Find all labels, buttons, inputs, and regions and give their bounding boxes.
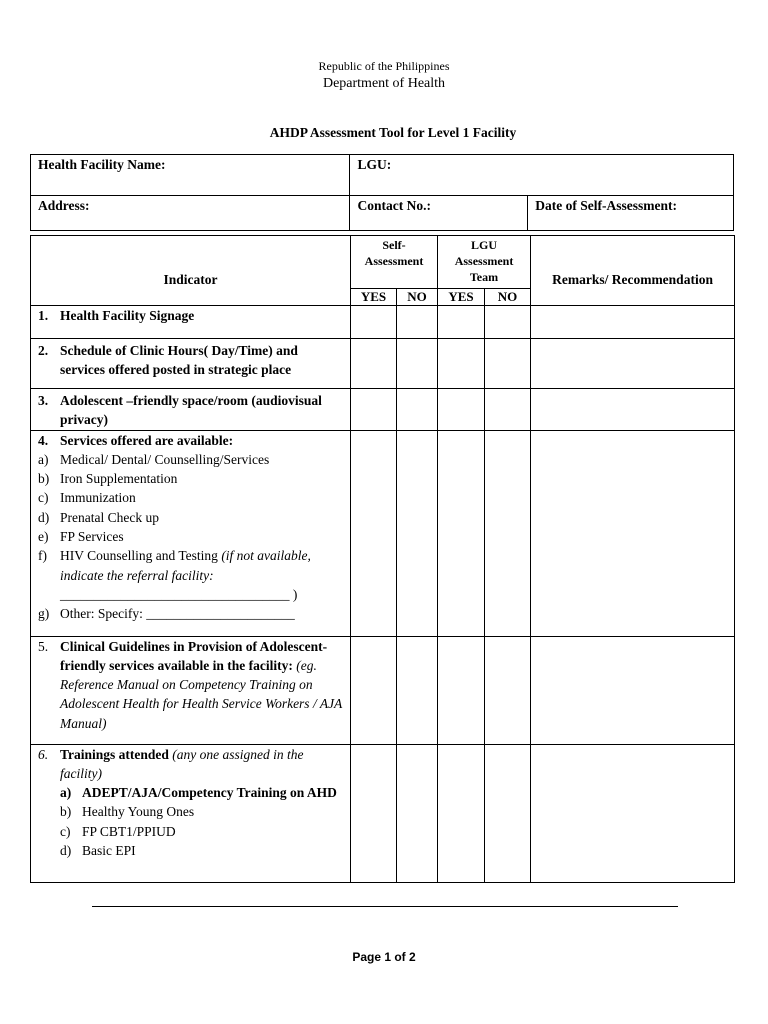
list-item: c) Immunization xyxy=(38,490,136,506)
assessment-table xyxy=(30,235,735,883)
indicator-note: (eg. Reference Manual on Competency Training on Adolescent Health for Health Service Workers / AJA Manual) xyxy=(60,657,343,731)
self-no-cell[interactable] xyxy=(397,430,438,636)
indicator-text: Schedule of Clinic Hours( Day/Time) and services offered posted in strategic place xyxy=(60,343,298,378)
footer-divider xyxy=(92,906,678,907)
lgu-no-cell[interactable] xyxy=(485,636,531,744)
list-item: f) HIV Counselling and Testing (if not available, indicate the referral facility: __________________________________ ) xyxy=(38,548,311,602)
remarks-cell[interactable] xyxy=(531,430,735,636)
indicator-text: Adolescent –friendly space/room (audiovisual privacy) xyxy=(60,393,322,428)
indicator-text: Trainings attended xyxy=(60,746,169,762)
lgu-yes-cell[interactable] xyxy=(438,430,485,636)
remarks-cell[interactable] xyxy=(531,339,735,389)
list-item: a) Medical/ Dental/ Counselling/Services xyxy=(38,451,270,467)
indicator-note: (any one assigned in the facility) xyxy=(60,746,304,781)
self-no-cell[interactable] xyxy=(397,636,438,744)
list-item: d) Basic EPI xyxy=(60,843,136,859)
indicator-number: 6. xyxy=(38,746,49,762)
self-yes-header: YES xyxy=(351,289,397,306)
self-yes-cell[interactable] xyxy=(351,744,397,882)
lgu-yes-header: YES xyxy=(438,289,485,306)
date-cell[interactable] xyxy=(528,196,734,231)
self-yes-cell[interactable] xyxy=(351,389,397,431)
self-no-cell[interactable] xyxy=(397,306,438,339)
indicator-5 xyxy=(31,636,351,744)
indicator-text: Services offered are available: xyxy=(60,432,234,448)
list-item: b) Iron Supplementation xyxy=(38,471,178,487)
list-item: d) Prenatal Check up xyxy=(38,509,159,525)
indicator-number: 2. xyxy=(38,343,49,358)
lgu-yes-cell[interactable] xyxy=(438,636,485,744)
address-cell[interactable] xyxy=(31,196,350,231)
lgu-yes-cell[interactable] xyxy=(438,389,485,431)
table-row xyxy=(31,306,735,339)
lgu-yes-cell[interactable] xyxy=(438,339,485,389)
indicator-number: 5. xyxy=(38,638,49,654)
table-row xyxy=(31,430,735,636)
list-item: b) Healthy Young Ones xyxy=(60,804,195,820)
indicator-6 xyxy=(31,744,351,882)
referral-facility-blank[interactable]: __________________________________ ) xyxy=(60,586,298,602)
list-item: a) ADEPT/AJA/Competency Training on AHD xyxy=(60,785,337,801)
list-item: c) FP CBT1/PPIUD xyxy=(60,823,176,839)
self-no-cell[interactable] xyxy=(397,339,438,389)
lgu-no-cell[interactable] xyxy=(485,389,531,431)
remarks-cell[interactable] xyxy=(531,744,735,882)
remarks-cell[interactable] xyxy=(531,389,735,431)
remarks-header: Remarks/ Recommendation xyxy=(531,236,735,306)
lgu-label: LGU: xyxy=(357,157,392,172)
department-heading: Department of Health xyxy=(322,76,446,91)
self-no-header: NO xyxy=(397,289,438,306)
table-row xyxy=(31,389,735,431)
contact-cell[interactable] xyxy=(350,196,528,231)
other-specify-blank[interactable]: Other: Specify: ______________________ xyxy=(60,606,295,622)
remarks-cell[interactable] xyxy=(531,306,735,339)
indicator-number: 3. xyxy=(38,393,49,408)
indicator-header: Indicator xyxy=(31,236,351,306)
self-assessment-header: Self- Assessment xyxy=(351,236,438,289)
contact-label: Contact No.: xyxy=(357,198,431,213)
indicator-number: 4. xyxy=(38,432,49,448)
address-label: Address: xyxy=(38,198,90,213)
table-row xyxy=(31,744,735,882)
facility-name-label: Health Facility Name: xyxy=(38,157,166,172)
table-row xyxy=(31,339,735,389)
self-yes-cell[interactable] xyxy=(351,430,397,636)
lgu-no-cell[interactable] xyxy=(485,306,531,339)
remarks-cell[interactable] xyxy=(531,636,735,744)
self-yes-cell[interactable] xyxy=(351,636,397,744)
indicator-2 xyxy=(31,339,351,389)
self-no-cell[interactable] xyxy=(397,744,438,882)
list-item: e) FP Services xyxy=(38,529,124,545)
indicator-text: Clinical Guidelines in Provision of Adolescent-friendly services available in the facility: xyxy=(60,638,328,673)
self-no-cell[interactable] xyxy=(397,389,438,431)
list-item: g) Other: Specify: ______________________ xyxy=(38,604,346,623)
lgu-yes-cell[interactable] xyxy=(438,744,485,882)
indicator-3 xyxy=(31,389,351,431)
lgu-no-cell[interactable] xyxy=(485,744,531,882)
lgu-no-cell[interactable] xyxy=(485,430,531,636)
facility-name-cell[interactable] xyxy=(31,155,350,196)
lgu-team-header: LGU Assessment Team xyxy=(438,236,531,289)
self-yes-cell[interactable] xyxy=(351,306,397,339)
facility-info-table xyxy=(30,154,734,231)
indicator-number: 1. xyxy=(38,308,49,323)
document-title: AHDP Assessment Tool for Level 1 Facility xyxy=(269,125,517,140)
indicator-4 xyxy=(31,430,351,636)
country-heading: Republic of the Philippines xyxy=(318,59,450,73)
self-yes-cell[interactable] xyxy=(351,339,397,389)
indicator-1 xyxy=(31,306,351,339)
table-row xyxy=(31,636,735,744)
lgu-no-header: NO xyxy=(485,289,531,306)
indicator-text: Health Facility Signage xyxy=(60,308,195,323)
lgu-no-cell[interactable] xyxy=(485,339,531,389)
lgu-cell[interactable] xyxy=(350,155,734,196)
page-number: Page 1 of 2 xyxy=(352,950,416,964)
lgu-yes-cell[interactable] xyxy=(438,306,485,339)
date-label: Date of Self-Assessment: xyxy=(535,198,677,213)
